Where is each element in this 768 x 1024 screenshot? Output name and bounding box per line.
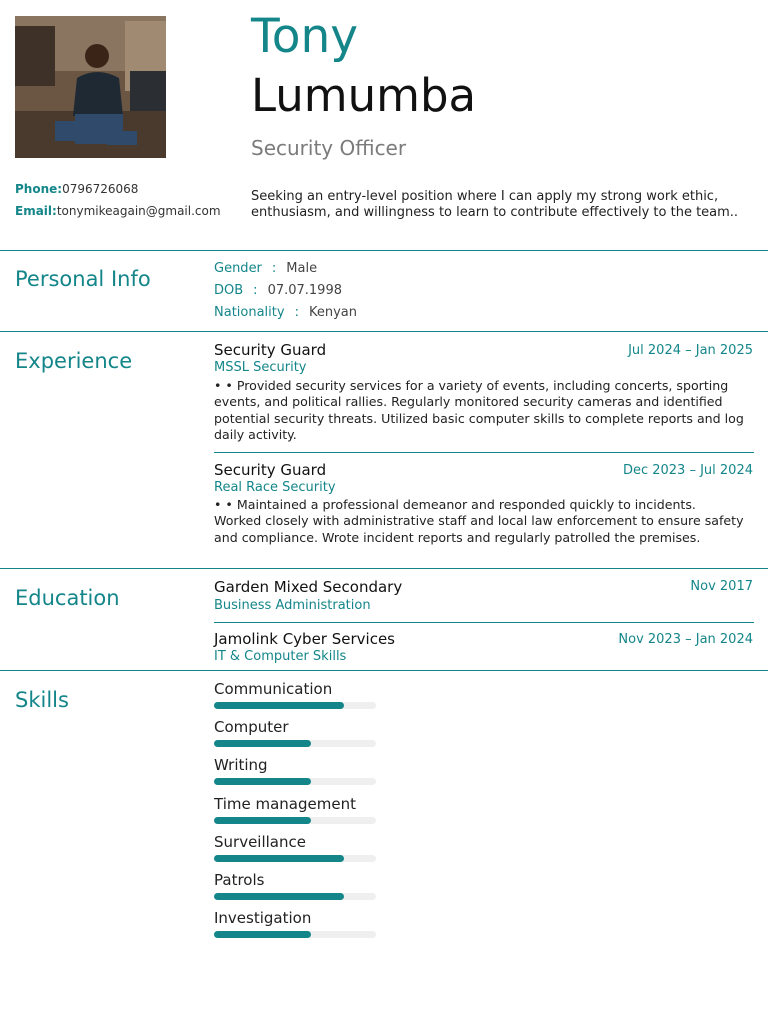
experience-dates: Dec 2023 – Jul 2024	[622, 463, 753, 478]
profile-photo-image	[15, 16, 166, 158]
skill-bar-fill	[214, 740, 311, 747]
section-title-education: Education	[15, 586, 120, 610]
entry-divider	[214, 622, 754, 623]
skill-item	[214, 794, 378, 824]
skill-bar	[214, 778, 376, 785]
experience-title: Security Guard	[214, 461, 327, 479]
divider	[0, 670, 768, 671]
skill-bar-fill	[214, 893, 344, 900]
skill-item	[214, 908, 378, 938]
personal-info-key: DOB	[214, 283, 244, 298]
skill-bar-fill	[214, 702, 344, 709]
education-school: Jamolink Cyber Services	[214, 630, 395, 648]
divider	[0, 568, 768, 569]
skill-bar	[214, 740, 376, 747]
skill-bar	[214, 893, 376, 900]
skill-item	[214, 870, 378, 900]
personal-info-value: 07.07.1998	[267, 283, 342, 298]
education-field: Business Administration	[214, 598, 371, 613]
skill-name: Time management	[214, 795, 356, 813]
experience-title: Security Guard	[214, 341, 327, 359]
job-title: Security Officer	[251, 136, 407, 160]
education-field: IT & Computer Skills	[214, 649, 347, 664]
skill-name: Writing	[214, 756, 268, 774]
skill-bar	[214, 931, 376, 938]
skill-bar	[214, 702, 376, 709]
skill-item	[214, 755, 378, 785]
last-name: Lumumba	[251, 69, 477, 122]
education-dates: Nov 2017	[690, 579, 753, 594]
skill-bar	[214, 817, 376, 824]
personal-info-key: Gender	[214, 261, 262, 276]
skill-bar-fill	[214, 817, 311, 824]
personal-info-gender: Gender : Male	[214, 261, 318, 276]
divider	[0, 250, 768, 251]
contact-email	[15, 203, 227, 219]
email-label: Email:	[15, 204, 57, 218]
personal-info-dob: DOB : 07.07.1998	[214, 283, 342, 298]
summary: Seeking an entry-level position where I can apply my strong work ethic, enthusiasm, and willingness to learn to contribute effectively to the team..	[251, 189, 739, 220]
skill-item	[214, 717, 378, 747]
skill-item	[214, 832, 378, 862]
skill-name: Communication	[214, 680, 333, 698]
section-title-personal-info: Personal Info	[15, 267, 151, 291]
experience-company: Real Race Security	[214, 480, 336, 495]
skill-name: Surveillance	[214, 833, 306, 851]
experience-company: MSSL Security	[214, 360, 307, 375]
entry-divider	[214, 452, 754, 453]
contact-phone	[15, 181, 138, 197]
skill-bar	[214, 855, 376, 862]
skill-name: Patrols	[214, 871, 265, 889]
skill-name: Computer	[214, 718, 289, 736]
skill-bar-fill	[214, 778, 311, 785]
experience-dates: Jul 2024 – Jan 2025	[628, 343, 753, 358]
skill-bar-fill	[214, 931, 311, 938]
experience-description: • • Maintained a professional demeanor and responded quickly to incidents. Worked closely with administrative staff and local law enforcement to ensure safety and compliance. Wrote incident reports and regularly patrolled the premises.	[214, 497, 744, 545]
phone-label: Phone:	[15, 182, 63, 196]
section-title-skills: Skills	[15, 688, 69, 712]
profile-photo	[15, 16, 166, 158]
experience-description: • • Provided security services for a variety of events, including concerts, sporting events, and political rallies. Regularly monitored security cameras and identified potential security threats. Utilized basic computer skills to complete reports and log daily activity.	[214, 378, 744, 443]
skill-bar-fill	[214, 855, 344, 862]
section-title-experience: Experience	[15, 349, 133, 373]
phone-value: 0796726068	[62, 182, 139, 196]
personal-info-value: Kenyan	[308, 305, 357, 320]
personal-info-nationality: Nationality : Kenyan	[214, 305, 357, 320]
education-dates: Nov 2023 – Jan 2024	[618, 632, 753, 647]
divider	[0, 331, 768, 332]
first-name: Tony	[251, 9, 359, 64]
skill-name: Investigation	[214, 909, 312, 927]
education-school: Garden Mixed Secondary	[214, 578, 403, 596]
personal-info-key: Nationality	[214, 305, 285, 320]
skill-item	[214, 679, 378, 709]
personal-info-value: Male	[286, 261, 318, 276]
email-value: tonymikeagain@gmail.com	[56, 204, 221, 218]
